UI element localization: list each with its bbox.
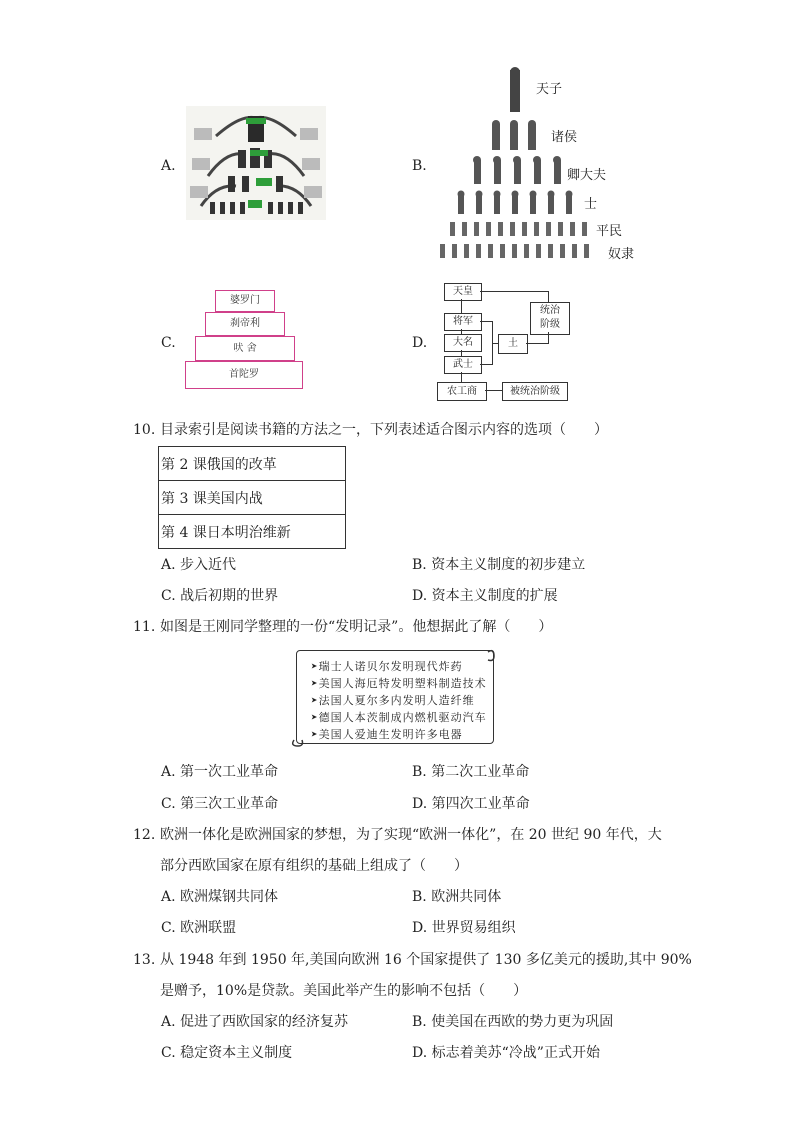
q11-number: 11. xyxy=(133,619,156,635)
record-item: ➤美国人海厄特发明塑料制造技术 xyxy=(311,677,487,690)
q11-option-a[interactable]: A. 第一次工业革命 xyxy=(161,764,279,780)
connector xyxy=(461,299,462,313)
q13-option-d[interactable]: D. 标志着美苏“冷战”正式开始 xyxy=(412,1045,600,1061)
q10-stem: 目录索引是阅读书籍的方法之一，下列表述适合图示内容的选项（ ） xyxy=(160,422,608,438)
box-tongzhi: 统治 阶级 xyxy=(530,302,570,335)
scroll-curl-icon xyxy=(290,648,500,748)
toc-row: 第 4 课日本明治维新 xyxy=(159,515,346,549)
q13-option-a[interactable]: A. 促进了西欧国家的经济复苏 xyxy=(161,1014,349,1030)
q13-option-c[interactable]: C. 稳定资本主义制度 xyxy=(161,1045,293,1061)
label-pingmin: 平民 xyxy=(596,224,623,239)
feudal-hierarchy-illustration xyxy=(186,106,326,220)
box-nonggongshang: 农工商 xyxy=(437,382,487,401)
label-tianzi: 天子 xyxy=(536,82,563,97)
caste-kshatriya: 刹帝利 xyxy=(205,312,285,336)
option-b-label: B. xyxy=(412,158,427,174)
connector xyxy=(480,364,492,365)
connector xyxy=(480,321,492,322)
caste-vaishya: 吠 舍 xyxy=(195,336,295,361)
q13-stem-line1: 从 1948 年到 1950 年,美国向欧洲 16 个国家提供了 130 多亿美元的援助,其中 90% xyxy=(160,952,692,968)
q12-option-c[interactable]: C. 欧洲联盟 xyxy=(161,920,237,936)
q11-option-d[interactable]: D. 第四次工业革命 xyxy=(412,796,530,812)
label-nuli: 奴隶 xyxy=(608,247,635,262)
box-tianhuang: 天皇 xyxy=(444,283,482,301)
toc-table xyxy=(158,446,346,549)
connector xyxy=(548,332,549,344)
q11-option-b[interactable]: B. 第二次工业革命 xyxy=(412,764,530,780)
box-wushi: 武士 xyxy=(444,356,482,374)
q13-option-b[interactable]: B. 使美国在西欧的势力更为巩固 xyxy=(412,1014,614,1030)
box-jiangjun: 将军 xyxy=(444,313,482,331)
option-a-label: A. xyxy=(161,158,176,174)
record-item: ➤瑞士人诺贝尔发明现代炸药 xyxy=(311,660,463,673)
box-tu: 土 xyxy=(498,334,528,354)
label-shi: 士 xyxy=(584,197,598,212)
q13-number: 13. xyxy=(133,952,156,968)
q12-stem-line1: 欧洲一体化是欧洲国家的梦想，为了实现“欧洲一体化”，在 20 世纪 90 年代，大 xyxy=(160,827,662,843)
connector xyxy=(480,291,548,292)
q12-option-b[interactable]: B. 欧洲共同体 xyxy=(412,889,502,905)
record-item: ➤美国人爱迪生发明许多电器 xyxy=(311,728,463,741)
connector xyxy=(461,329,462,334)
q10-number: 10. xyxy=(133,422,156,438)
option-d-label: D. xyxy=(412,335,428,351)
record-item: ➤法国人夏尔多内发明人造纤维 xyxy=(311,694,475,707)
option-c-label: C. xyxy=(161,335,176,351)
caste-shudra: 首陀罗 xyxy=(185,361,303,389)
q10-option-d[interactable]: D. 资本主义制度的扩展 xyxy=(412,588,558,604)
toc-row: 第 2 课俄国的改革 xyxy=(159,447,346,481)
box-beitongzhi: 被统治阶级 xyxy=(502,382,568,401)
q10-option-a[interactable]: A. 步入近代 xyxy=(161,557,237,573)
toc-row: 第 3 课美国内战 xyxy=(159,481,346,515)
connector xyxy=(548,291,549,302)
caste-brahmin: 婆罗门 xyxy=(215,290,275,312)
box-daming: 大名 xyxy=(444,334,482,352)
label-qingdafu: 卿大夫 xyxy=(567,168,607,183)
q12-option-d[interactable]: D. 世界贸易组织 xyxy=(412,920,516,936)
zhou-hierarchy-pyramid xyxy=(436,66,641,266)
record-item: ➤德国人本茨制成内燃机驱动汽车 xyxy=(311,711,487,724)
q11-stem: 如图是王刚同学整理的一份“发明记录”。他想据此了解（ ） xyxy=(160,619,553,635)
connector xyxy=(485,390,502,391)
connector xyxy=(461,372,462,382)
q12-stem-line2: 部分西欧国家在原有组织的基础上组成了（ ） xyxy=(160,858,468,874)
q12-number: 12. xyxy=(133,827,156,843)
q11-option-c[interactable]: C. 第三次工业革命 xyxy=(161,796,279,812)
connector xyxy=(461,350,462,356)
q10-option-c[interactable]: C. 战后初期的世界 xyxy=(161,588,279,604)
invention-record-scroll xyxy=(290,648,500,748)
label-zhuhou: 诸侯 xyxy=(551,130,578,145)
connector xyxy=(492,343,498,344)
q10-option-b[interactable]: B. 资本主义制度的初步建立 xyxy=(412,557,586,573)
q13-stem-line2: 是赠予，10%是贷款。美国此举产生的影响不包括（ ） xyxy=(160,983,528,999)
q12-option-a[interactable]: A. 欧洲煤钢共同体 xyxy=(161,889,279,905)
connector xyxy=(526,343,548,344)
